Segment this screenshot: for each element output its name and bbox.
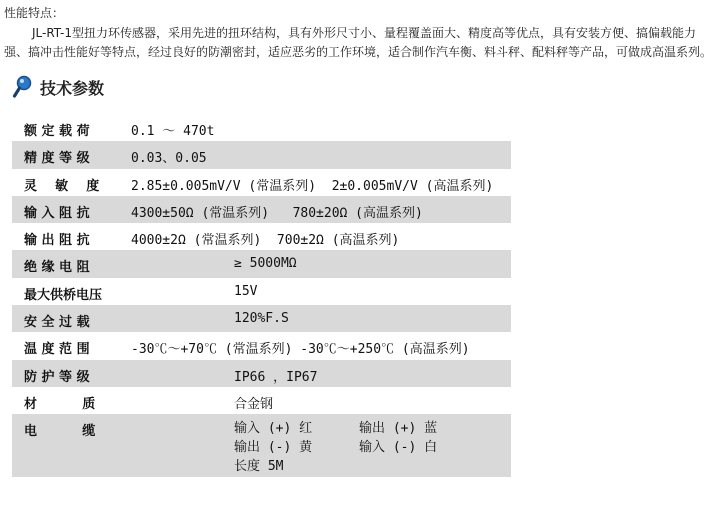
cable-wiring [234,419,437,476]
spec-row [12,141,511,168]
spec-value: IP66 ，IP67 [234,369,318,385]
spec-row [12,278,511,305]
spec-value: 15V [234,283,258,299]
spec-table [12,114,511,477]
cable-output-minus: 输出 (-) 黄 [234,440,313,456]
spec-row [12,332,511,359]
spec-label: 额 定 载 荷 [24,124,90,139]
spec-label: 材 质 [24,396,96,412]
magnifier-icon [12,75,34,99]
cable-input-plus: 输入 (+) 红 [234,421,313,437]
spec-row-cable [12,414,511,477]
spec-row [12,114,511,141]
spec-value: 2.85±0.005mV/V (常温系列) 2±0.005mV/V (高温系列) [131,178,494,194]
spec-label: 输 出 阻 抗 [24,233,90,249]
spec-value: 4300±50Ω (常温系列) 780±20Ω (高温系列) [131,205,423,221]
features-description: JL-RT-1型扭力环传感器，采用先进的扭环结构，具有外形尺寸小、量程覆盖面大、精度高等优点，具有安装方便、搞偏载能力强、搞冲击性能好等特点，经过良好的防潮密封，适应恶劣的工作环境，适合制作汽车衡、料斗秤、配料秤等产品，可做成高温系列。 [4,26,713,59]
spec-label: 安 全 过 载 [24,315,90,331]
spec-row [12,223,511,250]
spec-value: ≥ 5000MΩ [234,256,297,272]
spec-label: 输 入 阻 抗 [24,205,90,221]
spec-row [12,360,511,387]
spec-row [12,169,511,196]
spec-label: 最大供桥电压 [24,287,103,303]
spec-value: 0.1 ～ 470t [131,124,215,139]
spec-row [12,196,511,223]
spec-value: 0.03、0.05 [131,151,207,167]
cable-length: 长度 5M [234,459,284,475]
spec-label: 精 度 等 级 [24,151,90,167]
spec-value: -30℃～+70℃ (常温系列) -30℃～+250℃ (高温系列) [131,342,470,358]
spec-row [12,387,511,414]
spec-row [12,250,511,277]
section-header [12,74,104,100]
spec-label: 绝 缘 电 阻 [24,260,90,276]
spec-value: 合金钢 [234,396,274,412]
section-title: 技术参数 [40,78,105,98]
spec-label: 灵 敏 度 [24,178,100,194]
cable-output-plus: 输出 (+) 蓝 [359,421,438,437]
spec-label: 电 缆 [24,424,96,440]
spec-value: 4000±2Ω (常温系列) 700±2Ω (高温系列) [131,233,400,249]
spec-label: 温 度 范 围 [24,342,90,358]
spec-row [12,305,511,332]
spec-value: 120%F.S [234,311,289,327]
features-title: 性能特点： [4,6,65,20]
spec-label: 防 护 等 级 [24,369,90,385]
cable-input-minus: 输入 (-) 白 [359,440,438,456]
